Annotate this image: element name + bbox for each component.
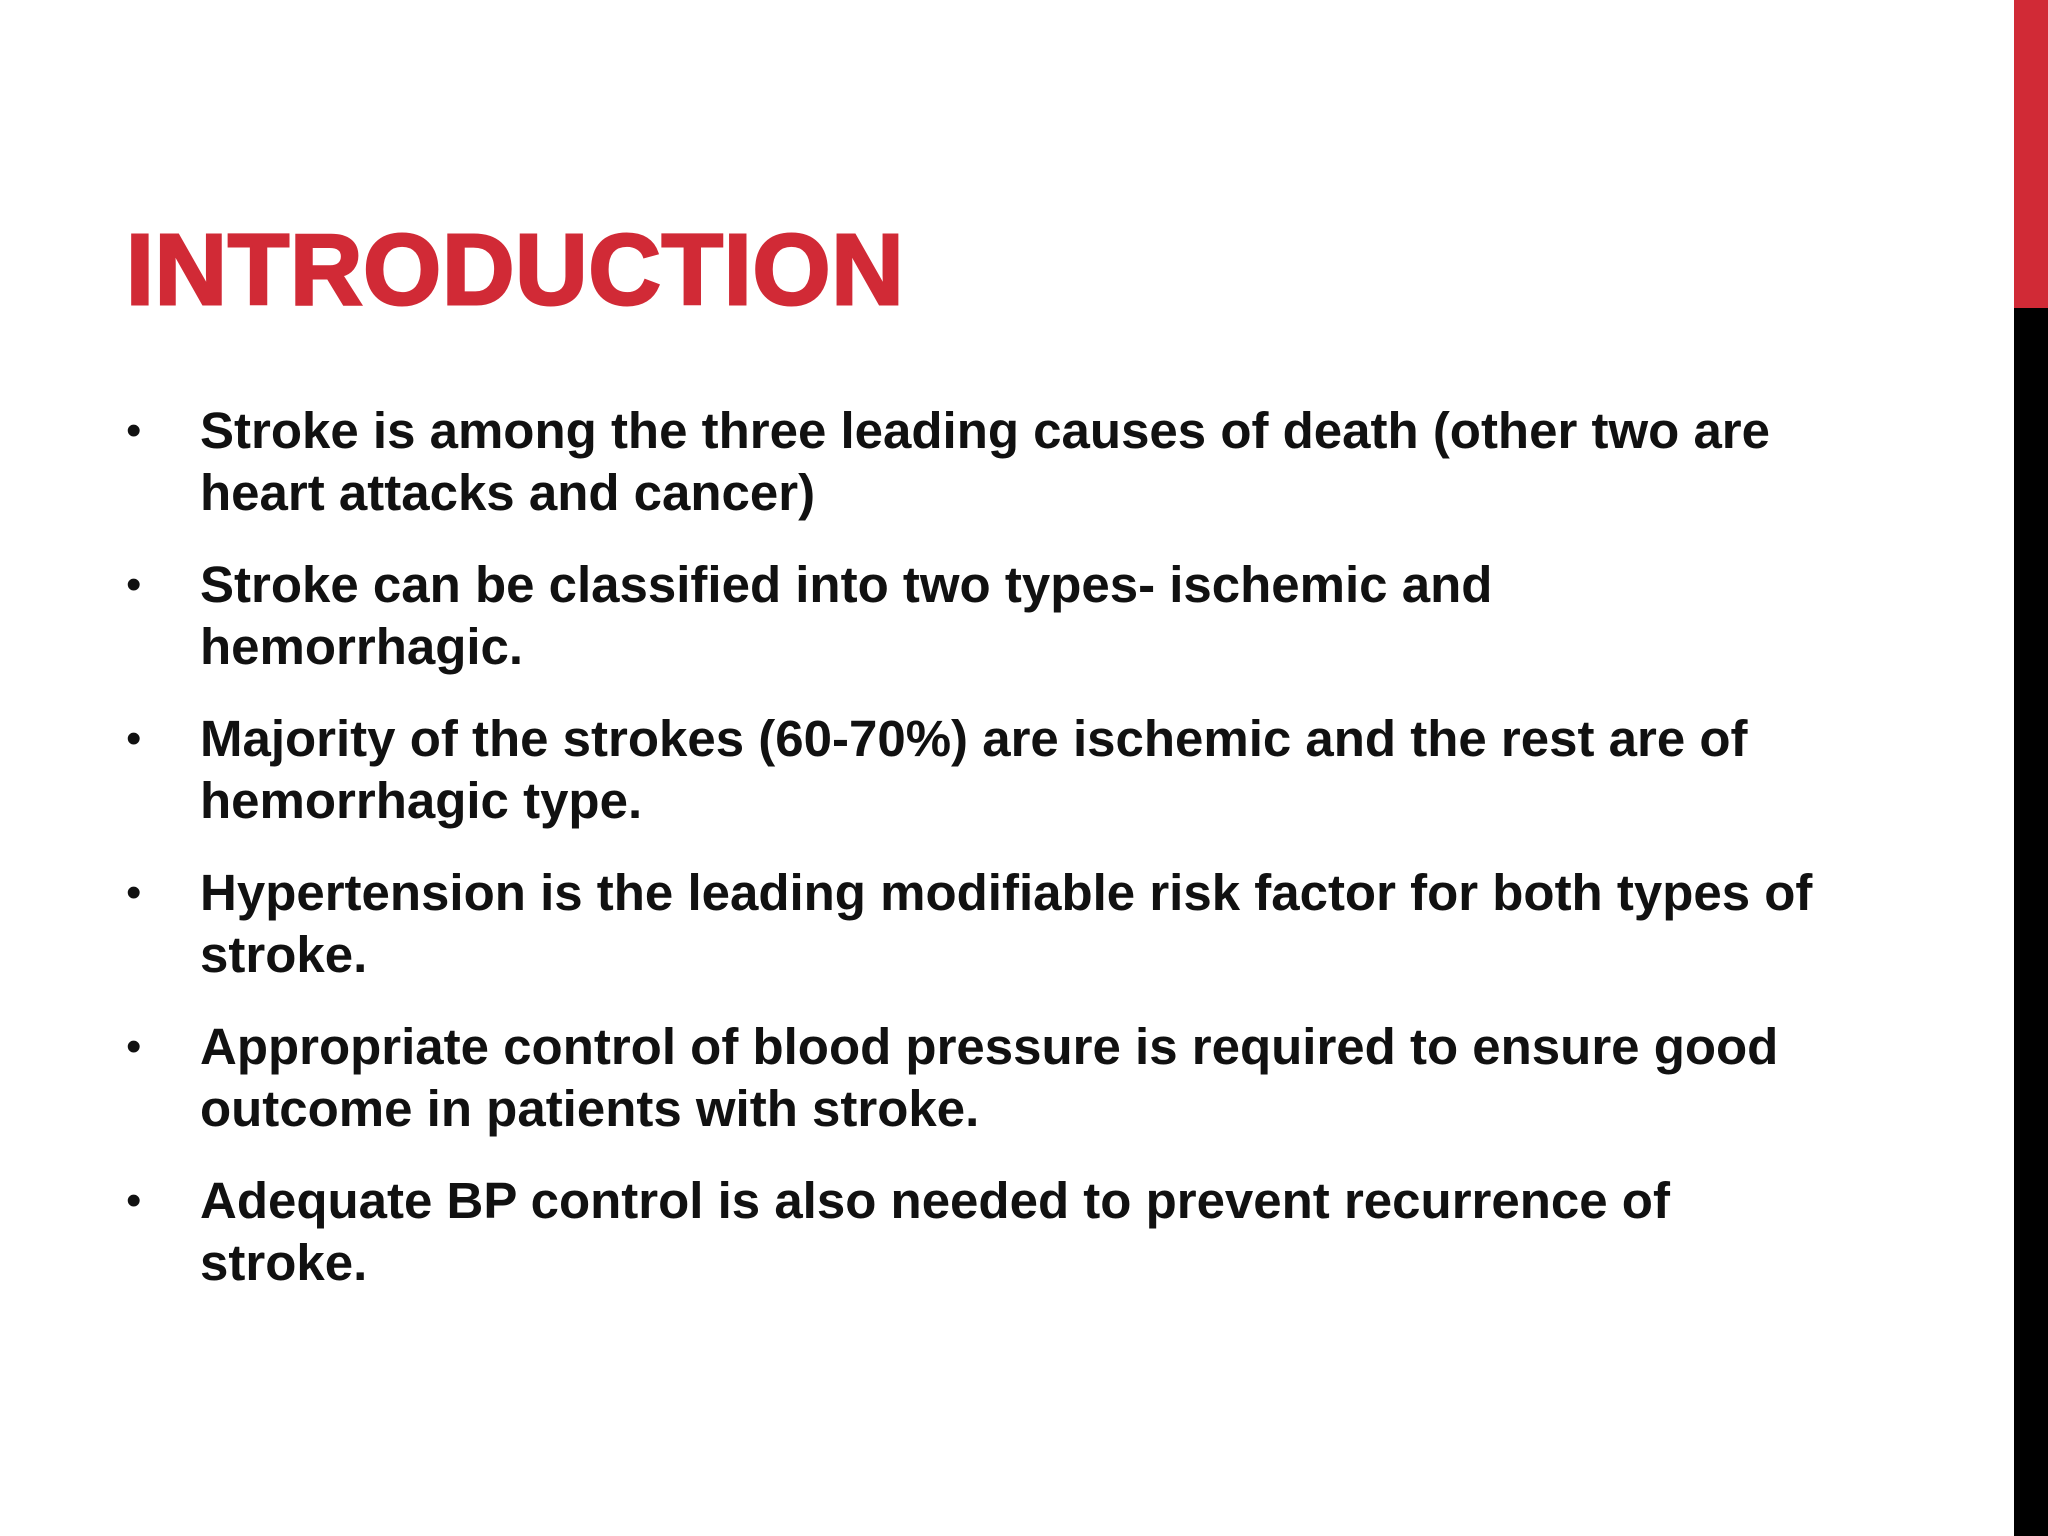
bullet-item bbox=[126, 400, 1826, 524]
bullet-item bbox=[126, 1170, 1826, 1294]
bullet-text: Majority of the strokes (60-70%) are ischemic and the rest are of hemorrhagic type. bbox=[200, 710, 1748, 829]
accent-bar-black bbox=[2014, 308, 2048, 1536]
slide-title: INTRODUCTION bbox=[126, 214, 905, 326]
bullet-dot-icon: • bbox=[126, 868, 142, 917]
bullet-text: Stroke is among the three leading causes of death (other two are heart attacks and cancer) bbox=[200, 402, 1771, 521]
bullet-list bbox=[126, 400, 1826, 1324]
bullet-dot-icon: • bbox=[126, 1176, 142, 1225]
bullet-item bbox=[126, 1016, 1826, 1140]
accent-bar-red bbox=[2014, 0, 2048, 308]
bullet-dot-icon: • bbox=[126, 1022, 142, 1071]
bullet-item bbox=[126, 708, 1826, 832]
bullet-text: Hypertension is the leading modifiable risk factor for both types of stroke. bbox=[200, 864, 1813, 983]
bullet-dot-icon: • bbox=[126, 560, 142, 609]
bullet-text: Appropriate control of blood pressure is required to ensure good outcome in patients with stroke. bbox=[200, 1018, 1779, 1137]
bullet-item bbox=[126, 862, 1826, 986]
bullet-text: Stroke can be classified into two types- ischemic and hemorrhagic. bbox=[200, 556, 1493, 675]
bullet-text: Adequate BP control is also needed to prevent recurrence of stroke. bbox=[200, 1172, 1670, 1291]
bullet-dot-icon: • bbox=[126, 714, 142, 763]
bullet-item bbox=[126, 554, 1826, 678]
bullet-dot-icon: • bbox=[126, 406, 142, 455]
